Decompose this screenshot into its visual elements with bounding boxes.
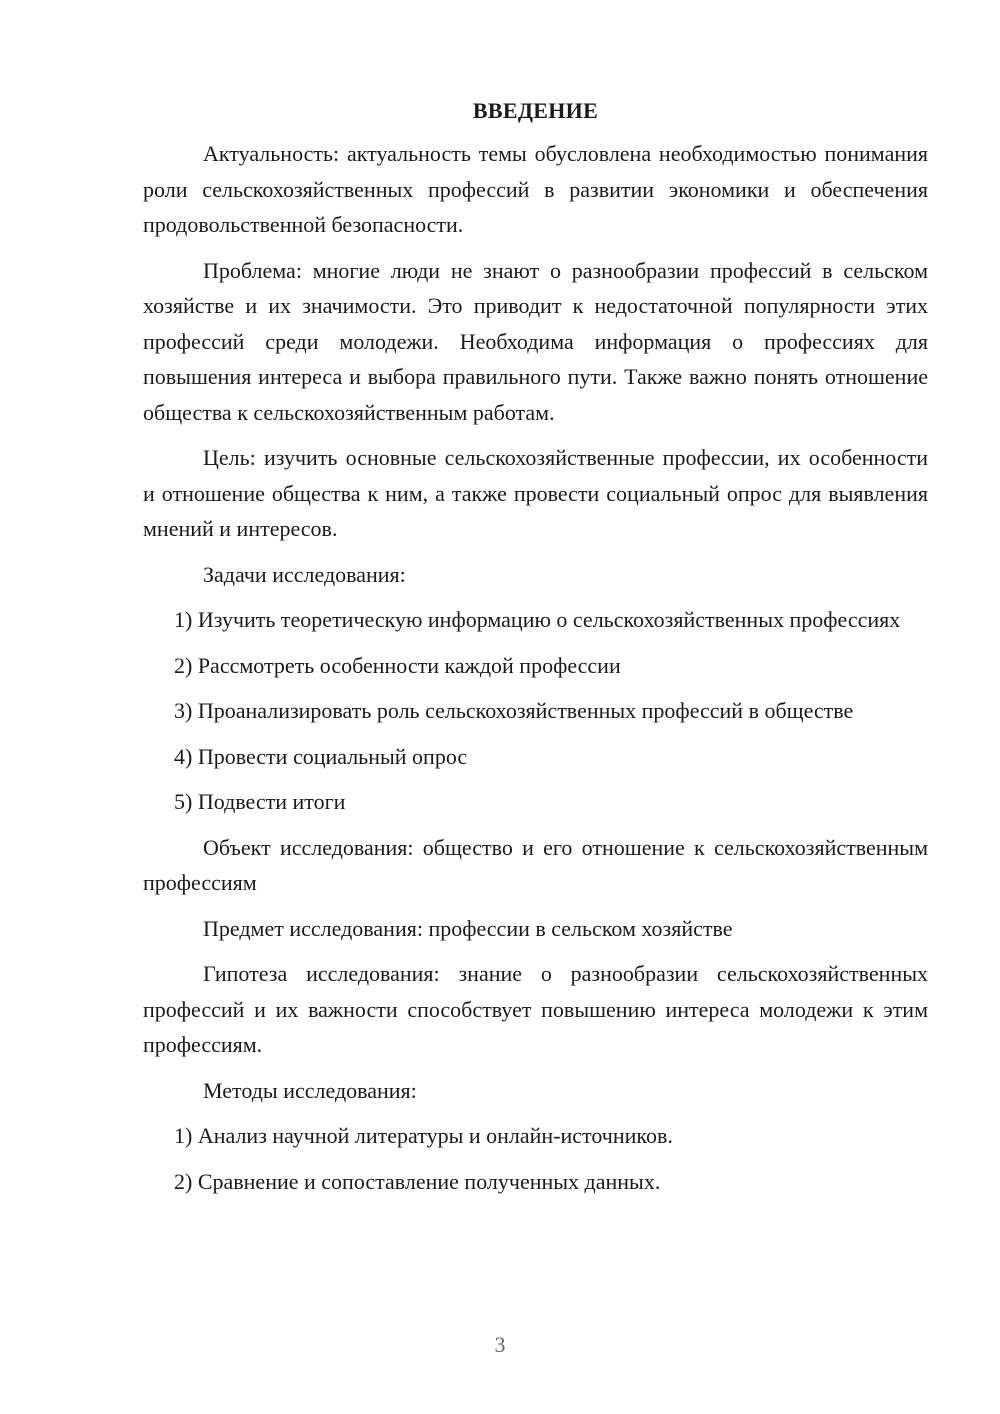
relevance-paragraph: Актуальность: актуальность темы обусловлена необходимостью понимания роли сельскохозяйственных профессий в развитии экономики и обеспечения продовольственной безопасности. (143, 141, 928, 237)
subject-paragraph: Предмет исследования: профессии в сельском хозяйстве (203, 915, 733, 941)
section-title: ВВЕДЕНИЕ (472, 98, 599, 123)
methods-heading: Методы исследования: (203, 1077, 417, 1103)
task-item: 1) Изучить теоретическую информацию о сельскохозяйственных профессиях (174, 607, 901, 632)
hypothesis-paragraph: Гипотеза исследования: знание о разнообразии сельскохозяйственных профессий и их важности способствует повышению интереса молодежи к этим профессиям. (143, 961, 928, 1057)
task-item: 5) Подвести итоги (174, 789, 346, 814)
page-number: 3 (494, 1332, 506, 1357)
task-item: 4) Провести социальный опрос (174, 743, 468, 769)
object-paragraph: Объект исследования: общество и его отношение к сельскохозяйственным профессиям (143, 834, 928, 895)
problem-paragraph: Проблема: многие люди не знают о разнообразии профессий в сельском хозяйстве и их значимости. Это приводит к недостаточной популярности этих профессий среди молодежи. Необходима информация о профессиях для повышения интереса и выбора правильного пути. Также важно понять отношение общества к сельскохозяйственным работам. (143, 257, 928, 425)
tasks-heading: Задачи исследования: (203, 561, 406, 587)
task-item: 2) Рассмотреть особенности каждой профессии (174, 652, 621, 678)
goal-paragraph: Цель: изучить основные сельскохозяйственные профессии, их особенности и отношение общества к ним, а также провести социальный опрос для выявления мнений и интересов. (143, 445, 928, 541)
task-item: 3) Проанализировать роль сельскохозяйственных профессий в обществе (174, 698, 854, 723)
method-item: 1) Анализ научной литературы и онлайн-источников. (174, 1123, 673, 1148)
method-item: 2) Сравнение и сопоставление полученных данных. (174, 1168, 661, 1194)
document-page (143, 96, 928, 1209)
